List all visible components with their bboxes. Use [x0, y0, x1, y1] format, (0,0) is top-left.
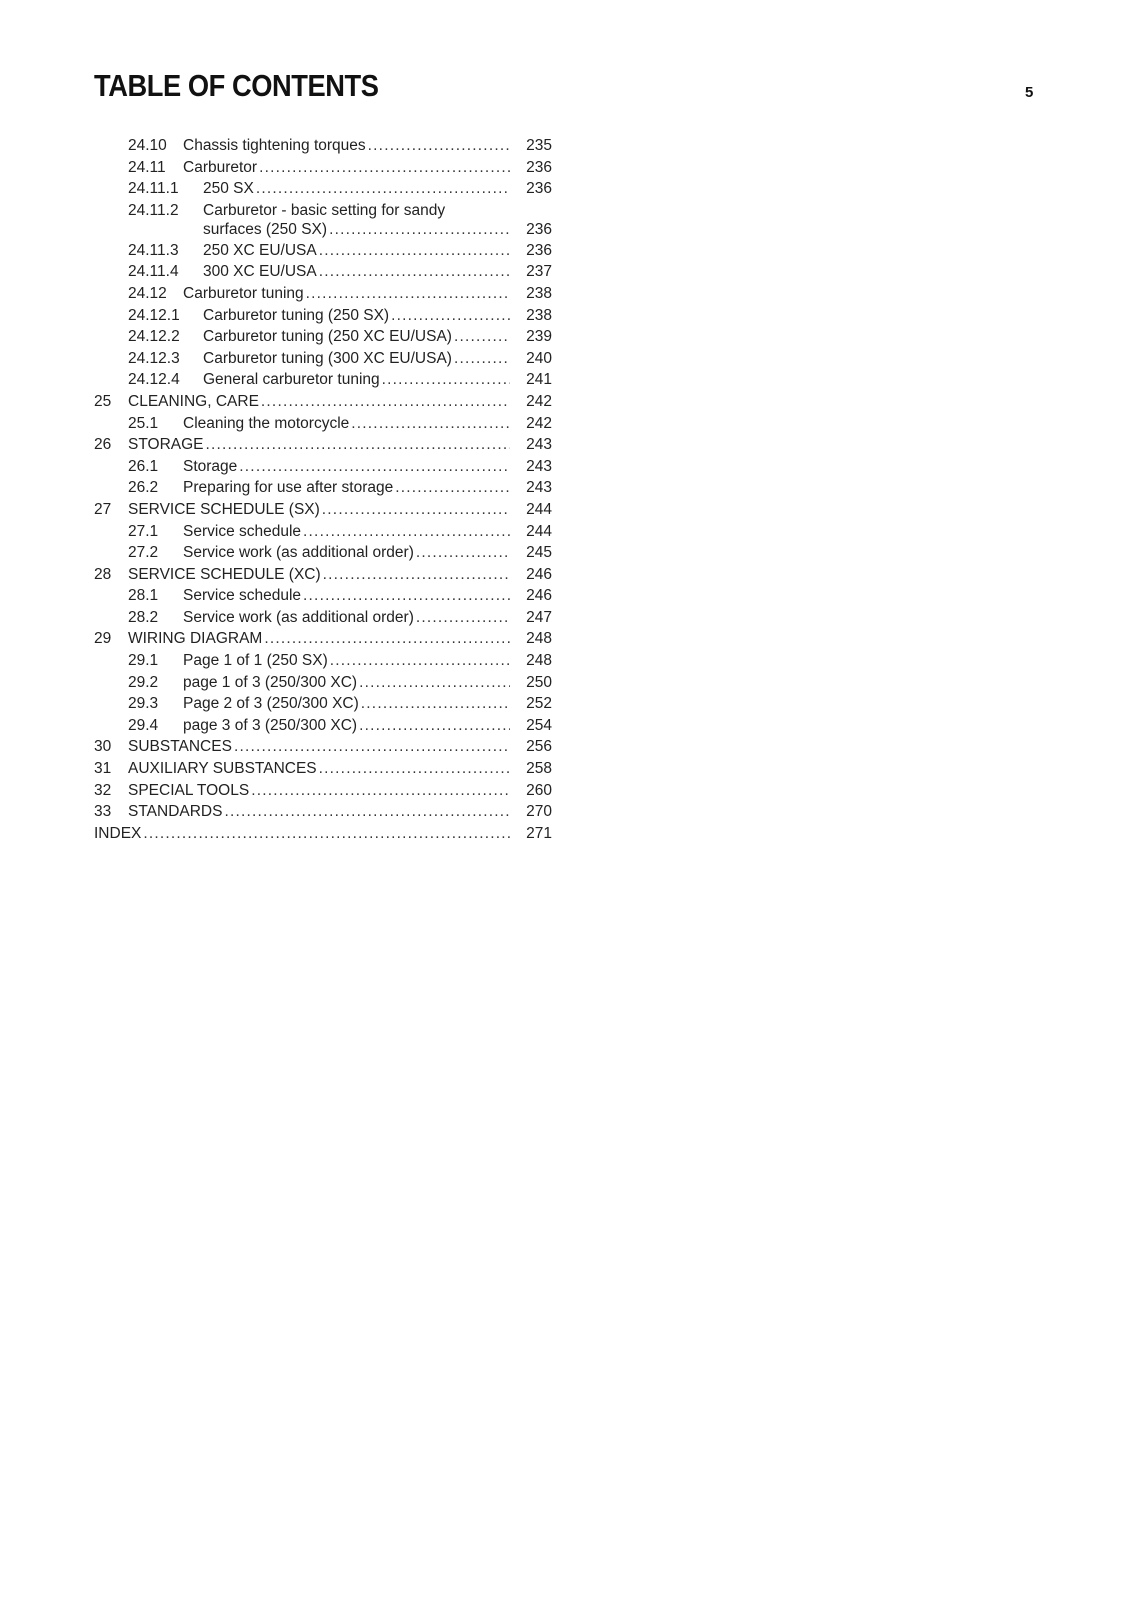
toc-entry[interactable]: 24.12.1 Carburetor tuning (250 SX) ..... 238 [94, 305, 552, 327]
toc-entry-page: 250 [526, 673, 552, 691]
toc-entry[interactable]: 24.11.2 Carburetor - basic setting for sandy surfaces (250 SX) ..... 236 [94, 200, 552, 240]
page-number: 5 [1025, 84, 1034, 101]
toc-entry-label-line1: Carburetor - basic setting for sandy [203, 201, 446, 219]
toc-entry-label: Preparing for use after storage [183, 477, 395, 499]
toc-entry[interactable]: 24.12.2 Carburetor tuning (250 XC EU/USA) ..... 239 [94, 326, 552, 348]
page-title: TABLE OF CONTENTS [94, 68, 379, 103]
toc-chapter[interactable]: 27 SERVICE SCHEDULE (SX) ..... 244 [94, 499, 552, 521]
toc-entry-label: Carburetor tuning (250 SX) [203, 305, 391, 327]
toc-entry[interactable]: 26.1 Storage ..... 243 [94, 456, 552, 478]
toc-entry-page: 243 [526, 479, 552, 497]
toc-entry-page: 271 [526, 824, 552, 842]
toc-entry-label: AUXILIARY SUBSTANCES [128, 758, 319, 780]
toc-entry-label: Page 1 of 1 (250 SX) [183, 650, 330, 672]
toc-entry-label: Service schedule [183, 585, 303, 607]
toc-chapter[interactable]: 28 SERVICE SCHEDULE (XC) ..... 246 [94, 564, 552, 586]
toc-entry[interactable]: 24.12 Carburetor tuning ..... 238 [94, 283, 552, 305]
toc-entry-page: 236 [526, 180, 552, 198]
toc-entry[interactable]: 28.2 Service work (as additional order) ..... 247 [94, 607, 552, 629]
toc-entry[interactable]: 24.11.4 300 XC EU/USA ..... 237 [94, 261, 552, 283]
toc-entry-page: 236 [526, 158, 552, 176]
toc-chapter[interactable]: 31 AUXILIARY SUBSTANCES ..... 258 [94, 758, 552, 780]
toc-entry-page: 256 [526, 738, 552, 756]
toc-entry-label: STORAGE [128, 434, 206, 456]
toc-entry-page: 246 [526, 565, 552, 583]
toc-entry-label: Cleaning the motorcycle [183, 413, 351, 435]
toc-entry-label: General carburetor tuning [203, 369, 382, 391]
toc-entry[interactable]: 29.3 Page 2 of 3 (250/300 XC) ..... 252 [94, 693, 552, 715]
toc-chapter[interactable]: 30 SUBSTANCES ..... 256 [94, 736, 552, 758]
toc-chapter[interactable]: 26 STORAGE ..... 243 [94, 434, 552, 456]
toc-entry-page: 258 [526, 760, 552, 778]
toc-entry[interactable]: 27.2 Service work (as additional order) ..... 245 [94, 542, 552, 564]
toc-entry[interactable]: 24.11.3 250 XC EU/USA ..... 236 [94, 240, 552, 262]
toc-entry-label: SUBSTANCES [128, 736, 234, 758]
toc-entry-page: 238 [526, 284, 552, 302]
toc-entry-label: 300 XC EU/USA [203, 261, 319, 283]
toc-entry-label: 250 XC EU/USA [203, 240, 319, 262]
toc-entry-page: 243 [526, 436, 552, 454]
toc-entry[interactable]: 26.2 Preparing for use after storage ..... 243 [94, 477, 552, 499]
toc-entry-label: surfaces (250 SX) [203, 219, 329, 241]
toc-entry[interactable]: 27.1 Service schedule ..... 244 [94, 521, 552, 543]
toc-entry-page: 254 [526, 716, 552, 734]
toc-entry[interactable]: 24.11.1 250 SX ..... 236 [94, 178, 552, 200]
toc-entry-label: Carburetor tuning (300 XC EU/USA) [203, 348, 454, 370]
toc-entry-label: SERVICE SCHEDULE (SX) [128, 499, 322, 521]
toc-entry-page: 240 [526, 349, 552, 367]
toc-entry-page: 245 [526, 544, 552, 562]
toc-entry-page: 243 [526, 457, 552, 475]
toc-entry-label: Storage [183, 456, 239, 478]
toc-entry-page: 237 [526, 263, 552, 281]
toc-chapter[interactable]: 25 CLEANING, CARE ..... 242 [94, 391, 552, 413]
toc-entry-page: 246 [526, 587, 552, 605]
toc-entry-page: 239 [526, 328, 552, 346]
toc-entry-label: Service schedule [183, 521, 303, 543]
toc-entry-label: STANDARDS [128, 801, 224, 823]
toc-entry-page: 248 [526, 630, 552, 648]
toc-entry[interactable]: 28.1 Service schedule ..... 246 [94, 585, 552, 607]
toc-entry-page: 244 [526, 500, 552, 518]
toc-entry-page: 252 [526, 695, 552, 713]
toc-chapter[interactable]: 32 SPECIAL TOOLS ..... 260 [94, 780, 552, 802]
toc-entry-page: 242 [526, 392, 552, 410]
toc-entry-page: 244 [526, 522, 552, 540]
toc-entry-label: Carburetor tuning (250 XC EU/USA) [203, 326, 454, 348]
toc-entry[interactable]: 24.11 Carburetor ..... 236 [94, 157, 552, 179]
toc-entry-label: Chassis tightening torques [183, 135, 368, 157]
toc-entry-page: 247 [526, 608, 552, 626]
toc-entry[interactable]: 24.12.4 General carburetor tuning ..... 241 [94, 369, 552, 391]
toc-entry-label: page 1 of 3 (250/300 XC) [183, 672, 359, 694]
toc-entry-label: SPECIAL TOOLS [128, 780, 251, 802]
toc-entry[interactable]: 29.2 page 1 of 3 (250/300 XC) ..... 250 [94, 672, 552, 694]
toc-entry-page: 248 [526, 652, 552, 670]
table-of-contents [94, 135, 552, 844]
toc-entry-label: Service work (as additional order) [183, 607, 416, 629]
toc-entry-label: page 3 of 3 (250/300 XC) [183, 715, 359, 737]
toc-entry-label: Carburetor tuning [183, 283, 306, 305]
toc-entry[interactable]: 24.12.3 Carburetor tuning (300 XC EU/USA) ..... 240 [94, 348, 552, 370]
toc-chapter[interactable]: 33 STANDARDS ..... 270 [94, 801, 552, 823]
toc-entry-label: WIRING DIAGRAM [128, 628, 264, 650]
toc-entry-label: Carburetor [183, 157, 259, 179]
toc-entry-page: 235 [526, 137, 552, 154]
toc-entry-label: SERVICE SCHEDULE (XC) [128, 564, 323, 586]
toc-chapter[interactable]: 29 WIRING DIAGRAM ..... 248 [94, 628, 552, 650]
toc-entry-page: 238 [526, 306, 552, 324]
toc-entry[interactable]: 24.10 Chassis tightening torques ..... 235 [94, 135, 552, 157]
toc-entry-page: 270 [526, 803, 552, 821]
toc-entry-label: Service work (as additional order) [183, 542, 416, 564]
toc-entry-page: 242 [526, 414, 552, 432]
toc-entry-page: 236 [526, 241, 552, 259]
toc-entry[interactable]: 29.1 Page 1 of 1 (250 SX) ..... 248 [94, 650, 552, 672]
toc-entry[interactable]: 29.4 page 3 of 3 (250/300 XC) ..... 254 [94, 715, 552, 737]
toc-entry-label: CLEANING, CARE [128, 391, 261, 413]
toc-entry-page: 241 [526, 371, 552, 389]
toc-entry-label: 250 SX [203, 178, 256, 200]
toc-entry-label: INDEX [94, 823, 143, 845]
toc-index[interactable] [94, 823, 552, 845]
toc-entry[interactable]: 25.1 Cleaning the motorcycle ..... 242 [94, 413, 552, 435]
toc-entry-page: 236 [526, 220, 552, 238]
toc-entry-label: Page 2 of 3 (250/300 XC) [183, 693, 361, 715]
toc-entry-page: 260 [526, 781, 552, 799]
